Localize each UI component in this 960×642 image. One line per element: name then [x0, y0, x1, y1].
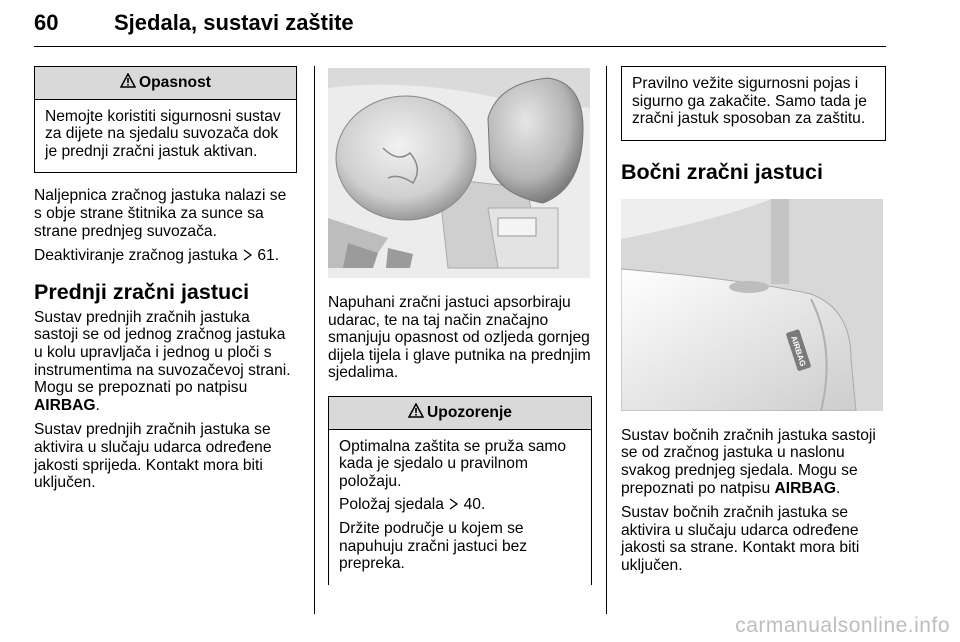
airbags-caption: Napuhani zračni jastuci apsorbiraju udarac, te na taj način značajno smanjuju opasnost od ozljeda gornjeg dijela tijela i glave putnika na prednjim sjedalima.	[328, 294, 591, 382]
reference-arrow-icon	[242, 249, 253, 261]
side-airbag-label: AIRBAG	[774, 479, 836, 497]
column-divider-2	[606, 66, 607, 614]
deactivation-text: Deaktiviranje zračnog jastuka	[34, 247, 238, 265]
header-rule	[34, 46, 886, 47]
front-airbags-text: Sustav prednjih zračnih jastuka sastoji se od jednog zračnog jastuka u kolu upravljača i jednog u ploči s instrumentima na suvozačevoj strani. Mogu se prepoznati po natpisu	[34, 308, 291, 397]
seat-airbag-label-image	[621, 199, 883, 411]
column-3	[621, 66, 886, 582]
side-airbags-paragraph	[621, 427, 886, 497]
danger-text: Nemojte koristiti sigurnosni sustav za dijete na sjedalu suvozača dok je prednji zračni jastuk aktivan.	[45, 107, 281, 160]
side-airbags-text: Sustav bočnih zračnih jastuka sastoji se od zračnog jastuka u naslonu svakog prednjeg sjedala. Mogu se prepoznati po natpisu	[621, 426, 876, 497]
warning-box-header	[329, 397, 591, 430]
side-airbags-activation-paragraph: Sustav bočnih zračnih jastuka se aktivira u slučaju udarca određene jakosti sa strane. Kontakt mora biti uključen.	[621, 504, 860, 574]
front-airbags-heading: Prednji zračni jastuci	[34, 279, 250, 304]
column-divider-1	[314, 66, 315, 614]
page-header	[34, 8, 886, 42]
warning-paragraph-1: Optimalna zaštita se pruža samo kada je sjedalo u pravilnom položaju.	[339, 437, 567, 490]
front-airbags-illustration	[328, 68, 590, 278]
danger-box-header	[35, 67, 296, 100]
front-airbags-paragraph	[34, 309, 297, 415]
deactivation-page-ref[interactable]: 61.	[257, 247, 280, 265]
reference-arrow-icon	[448, 498, 459, 510]
seat-position-text: Položaj sjedala	[339, 496, 444, 514]
airbag-label: AIRBAG	[34, 396, 96, 414]
warning-paragraph-3: Držite područje u kojem se napuhuju zračni jastuci bez prepreka.	[339, 519, 528, 573]
front-airbags-activation-paragraph: Sustav prednjih zračnih jastuka se aktivira u slučaju udarca određene jakosti sprijeda. Kontakt mora biti uključen.	[34, 421, 272, 492]
seat-airbag-label-text: AIRBAG	[789, 334, 808, 368]
danger-box	[34, 66, 297, 173]
side-airbags-heading: Bočni zračni jastuci	[621, 159, 823, 184]
front-airbags-end: .	[95, 396, 100, 414]
sticker-paragraph: Naljepnica zračnog jastuka nalazi se s obje strane štitnika za sunce sa strane prednjeg suvozača.	[34, 187, 287, 240]
side-airbags-end: .	[835, 479, 841, 497]
airbags-deployed-image	[328, 68, 590, 278]
seat-position-paragraph	[339, 496, 581, 514]
column-1	[34, 66, 297, 499]
warning-box	[328, 396, 592, 585]
warning-triangle-icon	[408, 403, 424, 418]
column-2	[328, 68, 592, 599]
page-number: 60	[34, 10, 59, 35]
deactivation-paragraph	[34, 247, 297, 265]
warning-title: Upozorenje	[427, 403, 512, 421]
page-title: Sjedala, sustavi zaštite	[114, 10, 354, 35]
danger-title: Opasnost	[139, 74, 211, 91]
seatbelt-note-text: Pravilno vežite sigurnosni pojas i sigurno ga zakačite. Samo tada je zračni jastuk sposoban za zaštitu.	[632, 75, 867, 128]
side-airbag-illustration	[621, 199, 883, 411]
warning-triangle-icon	[120, 73, 136, 88]
seat-position-page-ref[interactable]: 40.	[463, 496, 486, 514]
watermark: carmanualsonline.info	[735, 614, 950, 637]
seatbelt-note-box	[621, 66, 886, 141]
